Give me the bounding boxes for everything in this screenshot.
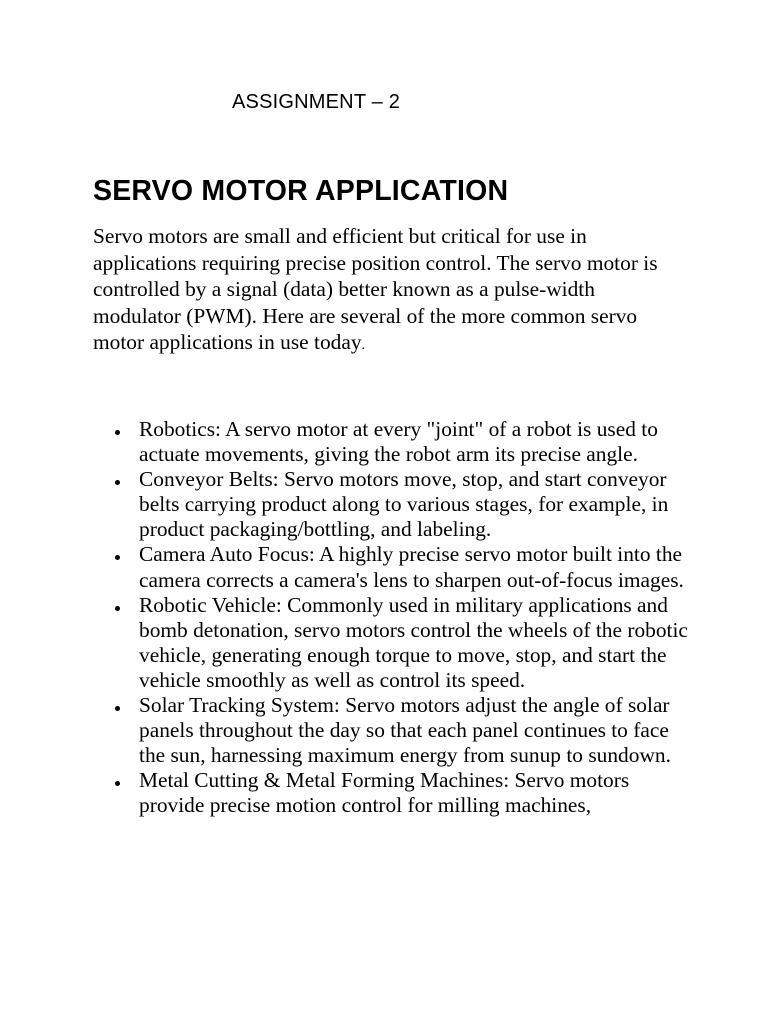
- bullet-icon: [115, 606, 120, 611]
- page-title: SERVO MOTOR APPLICATION: [93, 175, 509, 207]
- intro-paragraph: [93, 223, 683, 360]
- list-item-text: Robotics: A servo motor at every "joint" of a robot is used to actuate movements, giving the robot arm its precise angle.: [139, 417, 658, 467]
- intro-period: .: [361, 338, 366, 354]
- bullet-icon: [115, 480, 120, 485]
- list-item: [93, 593, 693, 693]
- list-item: [93, 542, 693, 592]
- list-item-text: Robotic Vehicle: Commonly used in military applications and bomb detonation, servo motors control the wheels of the robotic vehicle, generating enough torque to move, stop, and start the vehicle smoothly as well as control its speed.: [139, 592, 688, 692]
- list-item-text: Conveyor Belts: Servo motors move, stop, and start conveyor belts carrying product along to various stages, for example, in product packaging/bottling, and labeling.: [139, 467, 669, 542]
- list-item-text: Solar Tracking System: Servo motors adjust the angle of solar panels throughout the day so that each panel continues to face the sun, harnessing maximum energy from sunup to sundown.: [139, 693, 671, 768]
- intro-text: Servo motors are small and efficient but critical for use in applications requiring precise position control. The servo motor is controlled by a signal (data) better known as a pulse-width modulator (PWM). Here are several of the more common servo motor applications in use today: [93, 224, 658, 355]
- list-item-text: Camera Auto Focus: A highly precise servo motor built into the camera corrects a camera's lens to sharpen out-of-focus images.: [139, 542, 684, 592]
- bullet-icon: [115, 781, 120, 786]
- assignment-title: ASSIGNMENT – 2: [232, 91, 401, 113]
- bullet-icon: [115, 555, 120, 560]
- list-item: [93, 417, 693, 467]
- list-item: [93, 693, 693, 768]
- list-item: [93, 467, 693, 542]
- bullet-icon: [115, 430, 120, 435]
- list-item-text: Metal Cutting & Metal Forming Machines: Servo motors provide precise motion control for milling machines,: [139, 768, 630, 818]
- list-item: [93, 768, 693, 818]
- applications-list: [93, 417, 693, 819]
- bullet-icon: [115, 706, 120, 711]
